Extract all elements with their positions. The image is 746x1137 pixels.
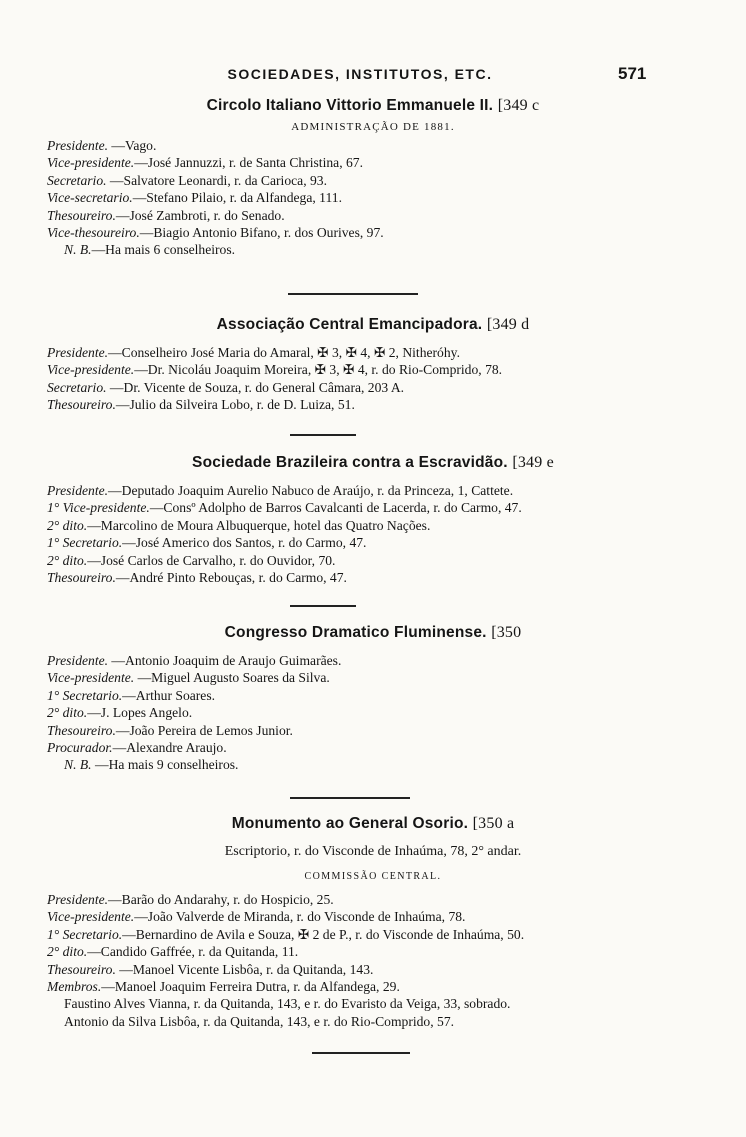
entry-line: 1° Secretario.—José Americo dos Santos, r. do Carmo, 47.: [47, 535, 367, 551]
entry-line: Presidente.—Barão do Andarahy, r. do Hospicio, 25.: [47, 892, 334, 907]
section-divider: [312, 1052, 410, 1054]
page-header: [0, 66, 746, 92]
entry-line: 2° dito.—Marcolino de Moura Albuquerque, hotel das Quatro Nações.: [47, 517, 431, 533]
section-ref: [349 c: [497, 97, 540, 114]
entry-line: Antonio da Silva Lisbôa, r. da Quitanda, 143, e r. do Rio-Comprido, 57.: [64, 1013, 455, 1029]
entry-line: Thesoureiro.—José Zambroti, r. do Senado.: [47, 207, 285, 223]
section-divider: [290, 605, 356, 607]
section-title: Sociedade Brazileira contra a Escravidão. [349 e: [192, 454, 554, 471]
section-ref: [350 a: [472, 815, 515, 832]
entry-line: Thesoureiro. —Manoel Vicente Lisbôa, r. da Quitanda, 143.: [47, 961, 374, 977]
entry-line: Thesoureiro.—André Pinto Rebouças, r. do Carmo, 47.: [47, 570, 347, 586]
entry-line: Presidente. —Vago.: [47, 138, 157, 153]
entry-line: Vice-presidente.—João Valverde de Miranda, r. do Visconde de Inhaúma, 78.: [47, 909, 466, 925]
entry-line: Procurador.—Alexandre Araujo.: [47, 740, 227, 756]
page-number: 571: [618, 64, 647, 83]
entry-line: Thesoureiro.—João Pereira de Lemos Junior.: [47, 722, 293, 738]
section-divider: [290, 797, 410, 799]
section-sociedade-brazileira: [0, 452, 746, 586]
entry-line: 2° dito.—Candido Gaffrée, r. da Quitanda, 11.: [47, 944, 299, 960]
entry-line: Vice-presidente. —Miguel Augusto Soares da Silva.: [47, 670, 330, 686]
entry-line: Vice-presidente.—Dr. Nicoláu Joaquim Moreira, ✠ 3, ✠ 4, r. do Rio-Comprido, 78.: [47, 362, 503, 378]
entry-note: N. B.—Ha mais 6 conselheiros.: [64, 242, 236, 258]
entry-line: 2° dito.—J. Lopes Angelo.: [47, 705, 193, 721]
entry-line: 1° Secretario.—Arthur Soares.: [47, 687, 216, 703]
entry-line: Secretario. —Dr. Vicente de Souza, r. do General Câmara, 203 A.: [47, 379, 405, 395]
section-subheading: ADMINISTRAÇÃO DE 1881.: [291, 121, 455, 133]
running-title: SOCIEDADES, INSTITUTOS, ETC.: [227, 66, 493, 82]
entry-line: Vice-presidente.—José Jannuzzi, r. de Santa Christina, 67.: [47, 155, 363, 171]
entry-line: Membros.—Manoel Joaquim Ferreira Dutra, r. da Alfandega, 29.: [47, 979, 400, 995]
section-title: Congresso Dramatico Fluminense. [350: [224, 624, 522, 641]
entry-line: Presidente. —Antonio Joaquim de Araujo Guimarães.: [47, 653, 342, 668]
entry-line: 1° Vice-presidente.—Consº Adolpho de Barros Cavalcanti de Lacerda, r. do Carmo, 47.: [47, 500, 522, 516]
section-ref: [350: [491, 624, 522, 641]
entry-line: Faustino Alves Vianna, r. da Quitanda, 143, e r. do Evaristo da Veiga, 33, sobrado.: [64, 996, 511, 1012]
section-ref: [349 d: [486, 316, 530, 333]
section-divider: [288, 293, 418, 295]
entry-line: Secretario. —Salvatore Leonardi, r. da Carioca, 93.: [47, 172, 327, 188]
entry-line: 1° Secretario.—Bernardino de Avila e Souza, ✠ 2 de P., r. do Visconde de Inhaúma, 50.: [47, 926, 525, 942]
section-address: Escriptorio, r. do Visconde de Inhaúma, 78, 2° andar.: [224, 844, 522, 859]
section-ref: [349 e: [512, 454, 554, 471]
section-congresso-dramatico: [0, 622, 746, 774]
entry-line: 2° dito.—José Carlos de Carvalho, r. do Ouvidor, 70.: [47, 552, 336, 568]
section-associacao-central: [0, 314, 746, 414]
section-monumento-osorio: [0, 813, 746, 1030]
entry-line: Vice-secretario.—Stefano Pilaio, r. da Alfandega, 111.: [47, 190, 342, 206]
section-divider: [290, 434, 356, 436]
entry-line: Thesoureiro.—Julio da Silveira Lobo, r. de D. Luiza, 51.: [47, 397, 355, 413]
entry-line: Presidente.—Deputado Joaquim Aurelio Nabuco de Araújo, r. da Princeza, 1, Cattete.: [47, 483, 514, 498]
section-circolo-italiano: [0, 95, 746, 259]
section-title: Monumento ao General Osorio. [350 a: [231, 815, 515, 832]
entry-note: N. B. —Ha mais 9 conselheiros.: [64, 757, 239, 773]
entry-line: Presidente.—Conselheiro José Maria do Amaral, ✠ 3, ✠ 4, ✠ 2, Nitheróhy.: [47, 345, 460, 360]
section-title: Circolo Italiano Vittorio Emmanuele II. [349 c: [206, 97, 540, 114]
section-subheading: COMMISSÃO CENTRAL.: [304, 871, 442, 882]
entry-line: Vice-thesoureiro.—Biagio Antonio Bifano, r. dos Ourives, 97.: [47, 225, 384, 241]
section-title: Associação Central Emancipadora. [349 d: [216, 316, 530, 333]
